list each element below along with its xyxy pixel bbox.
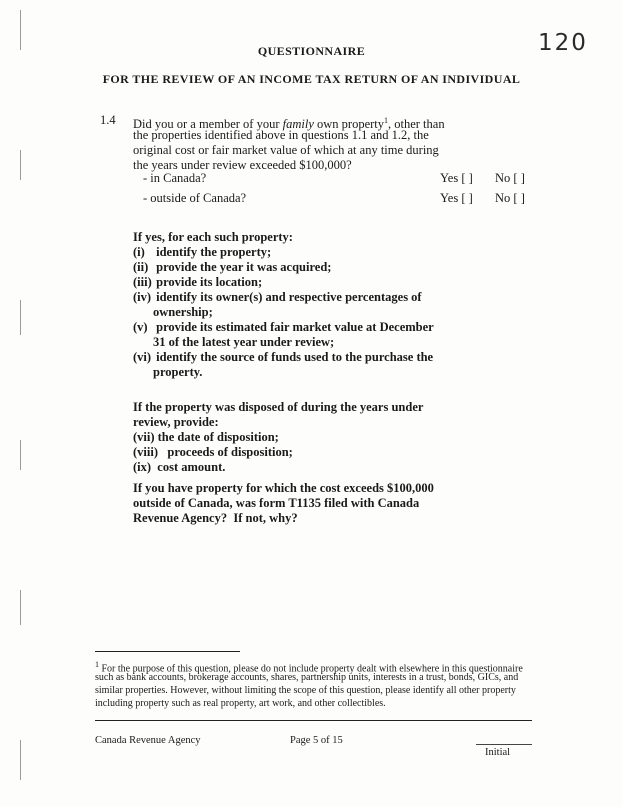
if-yes-heading: If yes, for each such property:: [133, 230, 293, 244]
disposed-item: (vii) the date of disposition;: [133, 430, 279, 444]
list-item-text: identify the property;: [156, 245, 272, 259]
t1135-question-line1: If you have property for which the cost exceeds $100,000: [133, 481, 434, 495]
question-text-b: own property: [313, 117, 384, 132]
list-item-number: (i): [133, 245, 145, 259]
t1135-question-line2: outside of Canada, was form T1135 filed with Canada: [133, 496, 420, 510]
list-item-number: (v): [133, 320, 148, 334]
disposed-item: (ix) cost amount.: [133, 460, 226, 474]
list-item: [133, 320, 434, 335]
list-item-text: identify the source of funds used to the purchase the: [156, 350, 434, 364]
list-item-text: provide its estimated fair market value at December: [156, 320, 434, 334]
list-item-number: (vi): [133, 350, 152, 364]
option-outside-canada: - outside of Canada?: [143, 191, 247, 205]
list-item-text: provide its location;: [156, 275, 263, 289]
scan-edge-mark: [20, 150, 21, 180]
list-item-number: (iii): [133, 275, 152, 289]
footnote-line3: similar properties. However, without limiting the scope of this question, please identify all other property: [95, 685, 516, 696]
t1135-question-line3: Revenue Agency? If not, why?: [133, 511, 298, 525]
list-item-number: (iv): [133, 290, 152, 304]
list-item: [133, 275, 262, 290]
list-item: [133, 245, 271, 260]
yes-checkbox-in-canada[interactable]: Yes [ ]: [440, 171, 473, 185]
list-item: [133, 350, 433, 365]
list-item-text: identify its owner(s) and respective percentages of: [156, 290, 422, 304]
footnote-text: For the purpose of this question, please do not include property dealt with elsewhere in this questionnaire: [99, 663, 523, 675]
footnote-line4: including property such as real property, art work, and other collectibles.: [95, 698, 386, 709]
option-in-canada: - in Canada?: [143, 171, 207, 185]
question-text-line4: the years under review exceeded $100,000?: [133, 158, 352, 172]
footnote-ref: 1: [384, 116, 388, 125]
list-item-text: provide the year it was acquired;: [156, 260, 332, 274]
question-text-emphasis: family: [282, 117, 314, 132]
scan-edge-mark: [20, 740, 21, 780]
footer-page-number: Page 5 of 15: [290, 735, 343, 746]
page-title: QUESTIONNAIRE: [257, 44, 366, 58]
list-item: [133, 260, 331, 275]
scan-edge-mark: [20, 440, 21, 470]
list-item-continuation: 31 of the latest year under review;: [153, 335, 335, 349]
footnote-marker: 1: [95, 660, 99, 669]
question-text-line2: the properties identified above in questions 1.1 and 1.2, the: [133, 128, 429, 142]
question-text-line3: original cost or fair market value of which at any time during: [133, 143, 439, 157]
footnote-line2: such as bank accounts, brokerage accounts, shares, partnership units, interests in a trust, bonds, GICs, and: [95, 672, 519, 683]
disposed-item: (viii) proceeds of disposition;: [133, 445, 293, 459]
footer-rule: [95, 720, 532, 721]
list-item-number: (ii): [133, 260, 149, 274]
list-item: [133, 290, 422, 305]
list-item-continuation: ownership;: [153, 305, 213, 319]
question-number: 1.4: [100, 113, 116, 127]
scan-edge-mark: [20, 300, 21, 335]
footnote-separator: [95, 651, 240, 652]
disposed-heading-line2: review, provide:: [133, 415, 219, 429]
initial-line: [476, 744, 532, 745]
question-text-c: , other than: [388, 117, 445, 132]
footer-agency: Canada Revenue Agency: [95, 735, 201, 746]
initial-label: Initial: [485, 747, 511, 758]
page-subtitle: FOR THE REVIEW OF AN INCOME TAX RETURN OF AN INDIVIDUAL: [102, 72, 521, 86]
question-text-a: Did you or a member of your: [133, 117, 283, 132]
scan-edge-mark: [20, 590, 21, 625]
disposed-heading-line1: If the property was disposed of during the years under: [133, 400, 424, 414]
yes-checkbox-outside-canada[interactable]: Yes [ ]: [440, 191, 473, 205]
no-checkbox-outside-canada[interactable]: No [ ]: [495, 191, 525, 205]
handwritten-page-number: 120: [538, 30, 588, 56]
no-checkbox-in-canada[interactable]: No [ ]: [495, 171, 525, 185]
list-item-continuation: property.: [153, 365, 203, 379]
